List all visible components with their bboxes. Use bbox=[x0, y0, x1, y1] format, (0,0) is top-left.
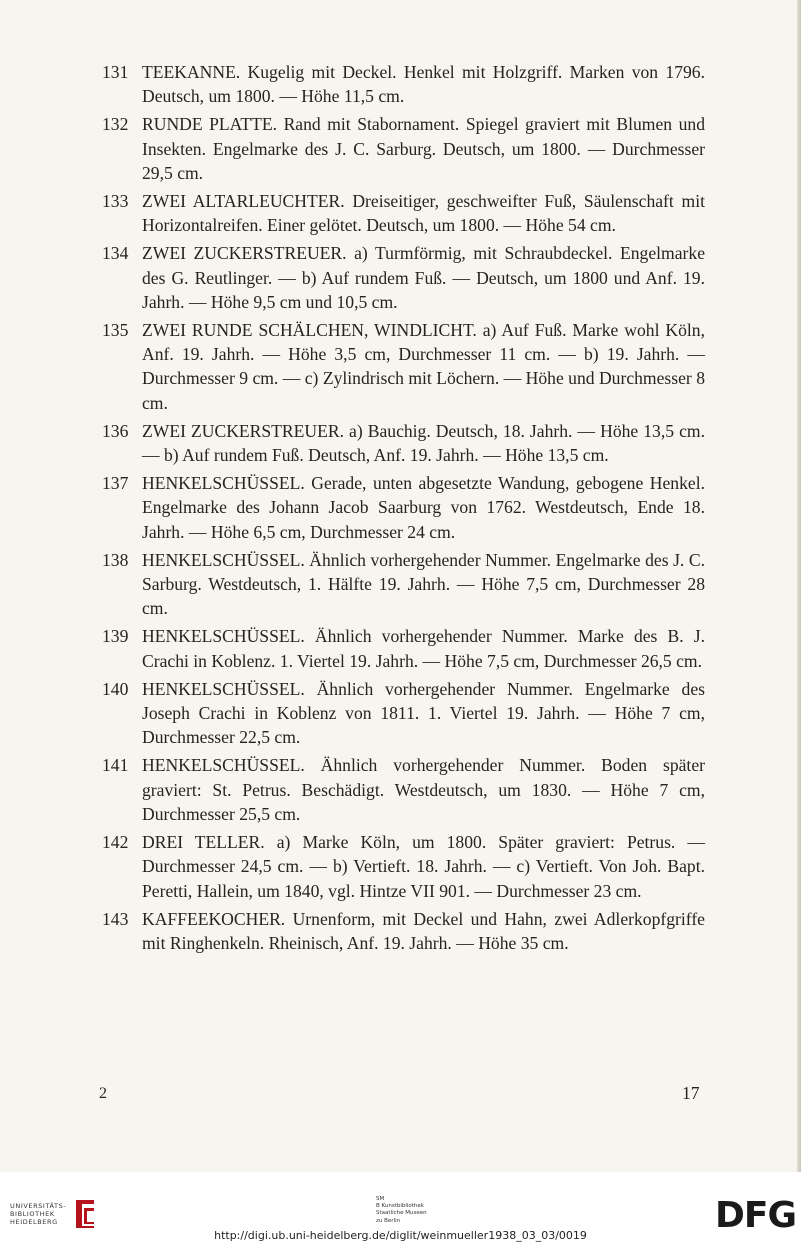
entry-text: HENKELSCHÜSSEL. Ähnlich vorhergehender Nummer. Marke des B. J. Crachi in Koblenz. 1. Viertel 19. Jahrh. — Höhe 7,5 cm, Durchmesser 26,5 cm. bbox=[142, 626, 705, 671]
entry-number: 137 bbox=[102, 473, 129, 494]
catalog-entry bbox=[102, 624, 705, 672]
entry-number: 143 bbox=[102, 908, 129, 929]
entry-text: ZWEI RUNDE SCHÄLCHEN, WINDLICHT. a) Auf Fuß. Marke wohl Köln, Anf. 19. Jahrh. — Höhe 3,5 cm, Durchmesser 11 cm. — b) 19. Jahrh. — Durchmesser 9 cm. — c) Zylindrisch mit Löchern. — Höhe und Durchmesser 8 cm. bbox=[142, 320, 705, 413]
catalog-entry bbox=[102, 830, 705, 903]
entry-text: ZWEI ZUCKERSTREUER. a) Turmförmig, mit Schraubdeckel. Engelmarke des G. Reutlinger. — b) Auf rundem Fuß. — Deutsch, um 1800 und Anf. 19. Jahrh. — Höhe 9,5 cm und 10,5 cm. bbox=[142, 243, 705, 312]
page-edge-shadow bbox=[797, 0, 801, 1172]
university-line: UNIVERSITÄTS- bbox=[10, 1202, 67, 1210]
entry-text: HENKELSCHÜSSEL. Gerade, unten abgesetzte Wandung, gebogene Henkel. Engelmarke des Johann Jacob Saarburg von 1762. Westdeutsch, Ende 18. Jahrh. — Höhe 6,5 cm, Durchmesser 24 cm. bbox=[142, 473, 705, 542]
stamp-line: SM bbox=[376, 1196, 385, 1202]
entry-number: 140 bbox=[102, 678, 129, 699]
entry-text: ZWEI ZUCKERSTREUER. a) Bauchig. Deutsch, 18. Jahrh. — Höhe 13,5 cm. — b) Auf rundem Fuß. Deutsch, Anf. 19. Jahrh. — Höhe 13,5 cm. bbox=[142, 420, 705, 466]
signature-mark: 2 bbox=[99, 1085, 107, 1102]
stamp-line: Staatliche Museen bbox=[376, 1210, 427, 1217]
entry-number: 138 bbox=[102, 549, 129, 570]
catalog-entry bbox=[102, 471, 705, 544]
entry-text: HENKELSCHÜSSEL. Ähnlich vorhergehender Nummer. Engelmarke des J. C. Sarburg. Westdeutsch, 1. Hälfte 19. Jahrh. — Höhe 7,5 cm, Durchmesser 28 cm. bbox=[142, 549, 705, 619]
catalog-entry bbox=[102, 241, 705, 314]
entry-text: KAFFEEKOCHER. Urnenform, mit Deckel und Hahn, zwei Adlerkopfgriffe mit Ringhenkeln. Rheinisch, Anf. 19. Jahrh. — Höhe 35 cm. bbox=[142, 908, 705, 953]
catalog-entry bbox=[102, 907, 705, 955]
catalog-entry bbox=[102, 753, 705, 826]
catalog-entry bbox=[102, 60, 705, 108]
university-line: HEIDELBERG bbox=[10, 1218, 58, 1226]
entry-number: 133 bbox=[102, 191, 129, 212]
dfg-logo[interactable]: DFG bbox=[715, 1195, 797, 1236]
entry-number: 131 bbox=[102, 62, 129, 82]
entry-number: 141 bbox=[102, 755, 129, 776]
entry-number: 139 bbox=[102, 626, 129, 647]
heidelberg-emblem-icon bbox=[72, 1198, 98, 1230]
entry-text: HENKELSCHÜSSEL. Ähnlich vorhergehender Nummer. Engelmarke des Joseph Crachi in Koblenz von 1811. 1. Viertel 19. Jahrh. — Höhe 7 cm, Durchmesser 22,5 cm. bbox=[142, 678, 705, 748]
page-number: 17 bbox=[682, 1083, 700, 1103]
source-url[interactable]: http://digi.ub.uni-heidelberg.de/diglit/weinmueller1938_03_03/0019 bbox=[214, 1229, 587, 1242]
kunstbibliothek-stamp bbox=[376, 1196, 427, 1225]
entry-number: 142 bbox=[102, 832, 129, 853]
catalog-entry bbox=[102, 548, 705, 621]
entry-number: 136 bbox=[102, 420, 129, 441]
stamp-line: zu Berlin bbox=[376, 1217, 401, 1224]
entry-number: 134 bbox=[102, 243, 129, 264]
entry-number: 132 bbox=[102, 114, 129, 135]
catalog-entries bbox=[102, 60, 705, 959]
catalog-entry bbox=[102, 419, 705, 467]
university-library-logo[interactable] bbox=[10, 1198, 98, 1230]
entry-text: DREI TELLER. a) Marke Köln, um 1800. Später graviert: Petrus. — Durchmesser 24,5 cm. — b) Vertieft. 18. Jahrh. — c) Vertieft. Von Joh. Bapt. Peretti, Hallein, um 1840, vgl. Hintze VII 901. — Durchmesser 23 cm. bbox=[142, 832, 705, 901]
university-name bbox=[10, 1202, 66, 1226]
catalog-entry bbox=[102, 318, 705, 415]
entry-text: RUNDE PLATTE. Rand mit Stabornament. Spiegel graviert mit Blumen und Insekten. Engelmarke des J. C. Sarburg. Deutsch, um 1800. — Durchmesser 29,5 cm. bbox=[142, 114, 705, 183]
entry-text: ZWEI ALTARLEUCHTER. Dreiseitiger, geschweifter Fuß, Säulenschaft mit Horizontalreifen. Einer gelötet. Deutsch, um 1800. — Höhe 54 cm. bbox=[142, 191, 705, 236]
entry-text: HENKELSCHÜSSEL. Ähnlich vorhergehender Nummer. Boden später graviert: St. Petrus. Beschädigt. Westdeutsch, um 1830. — Höhe 7 cm, Durchmesser 25,5 cm. bbox=[142, 755, 705, 824]
entry-text: TEEKANNE. Kugelig mit Deckel. Henkel mit Holzgriff. Marken von 1796. Deutsch, um 1800. — Höhe 11,5 cm. bbox=[142, 62, 705, 107]
entry-number: 135 bbox=[102, 320, 129, 341]
stamp-line: B Kunstbibliothek bbox=[376, 1203, 424, 1210]
catalog-entry bbox=[102, 677, 705, 750]
catalog-entry bbox=[102, 112, 705, 185]
university-line: BIBLIOTHEK bbox=[10, 1210, 55, 1218]
catalog-entry bbox=[102, 189, 705, 237]
